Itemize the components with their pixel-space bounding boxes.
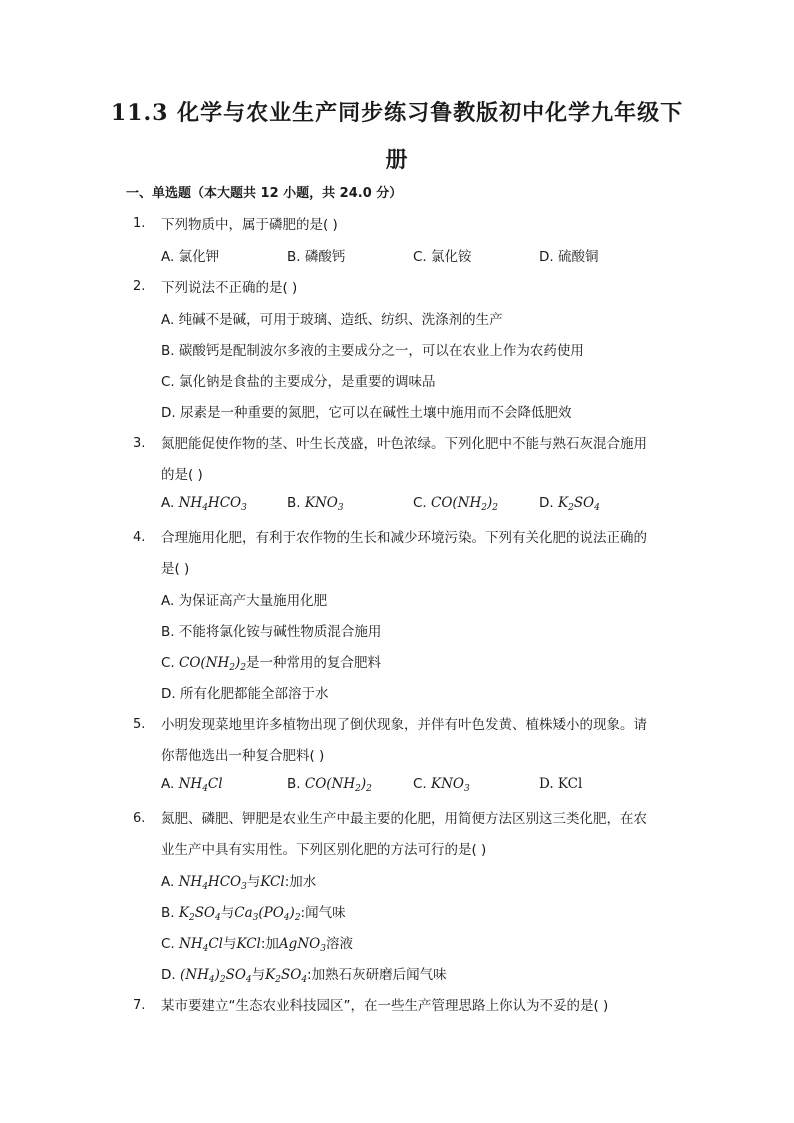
question-stem-cont: 的是( ) <box>161 467 203 483</box>
question-stem: 下列说法不正确的是( ) <box>161 280 298 296</box>
question-number: 4. <box>133 530 146 545</box>
section-heading: 一、单选题（本大题共 12 小题，共 24.0 分） <box>126 186 403 201</box>
question-number: 6. <box>133 811 146 826</box>
option-a: A. 纯碱不是碱，可用于玻璃、造纸、纺织、洗涤剂的生产 <box>161 312 503 328</box>
option-b: B. $CO(NH_2)_2$ <box>287 776 372 794</box>
question-stem: 下列物质中，属于磷肥的是( ) <box>161 217 338 233</box>
option-c: C. 氯化钠是食盐的主要成分，是重要的调味品 <box>161 374 436 390</box>
option-a: A. $NH_4Cl$ <box>161 776 223 794</box>
question-stem: 合理施用化肥，有利于农作物的生长和减少环境污染。下列有关化肥的说法正确的 <box>161 530 647 546</box>
option-d: D. 所有化肥都能全部溶于水 <box>161 686 329 702</box>
option-a: A. $NH_4HCO_3$ <box>161 495 247 513</box>
option-d: D. KCl <box>539 776 583 792</box>
option-c: C. $CO(NH_2)_2$ <box>413 495 499 513</box>
option-c: C. $KNO_3$ <box>413 776 470 794</box>
option-a: A. $NH_4HCO_3$与KCl:加水 <box>161 874 317 892</box>
question-number: 7. <box>133 998 146 1013</box>
question-stem: 氮肥能促使作物的茎、叶生长茂盛，叶色浓绿。下列化肥中不能与熟石灰混合施用 <box>161 436 647 452</box>
question-number: 3. <box>133 436 146 451</box>
option-d: D. 硫酸铜 <box>539 249 599 265</box>
question-stem-cont: 是( ) <box>161 561 190 577</box>
option-b: B. 磷酸钙 <box>287 249 346 265</box>
question-number: 2. <box>133 279 146 294</box>
document-title-line2: 册 <box>385 147 409 173</box>
question-stem: 某市要建立“生态农业科技园区”，在一些生产管理思路上你认为不妥的是( ) <box>161 998 609 1014</box>
option-b: B. $KNO_3$ <box>287 495 344 513</box>
option-c: C. $CO(NH_2)_2$是一种常用的复合肥料 <box>161 655 382 673</box>
question-number: 1. <box>133 216 146 231</box>
question-number: 5. <box>133 717 146 732</box>
option-b: B. $K_2SO_4$与$Ca_3(PO_4)_2$:闻气味 <box>161 905 346 923</box>
document-title-line1: 11.3 化学与农业生产同步练习鲁教版初中化学九年级下 <box>110 100 684 126</box>
option-d: D. $(NH_4)_2SO_4$与$K_2SO_4$:加熟石灰研磨后闻气味 <box>161 967 447 985</box>
option-b: B. 不能将氯化铵与碱性物质混合施用 <box>161 624 382 640</box>
option-d: D. 尿素是一种重要的氮肥，它可以在碱性土壤中施用而不会降低肥效 <box>161 405 572 421</box>
option-c: C. 氯化铵 <box>413 249 472 265</box>
option-a: A. 氯化钾 <box>161 249 220 265</box>
question-stem-cont: 你帮他选出一种复合肥料( ) <box>161 748 325 764</box>
question-stem: 小明发现菜地里许多植物出现了倒伏现象，并伴有叶色发黄、植株矮小的现象。请 <box>161 717 647 733</box>
question-stem-cont: 业生产中具有实用性。下列区别化肥的方法可行的是( ) <box>161 842 487 858</box>
option-b: B. 碳酸钙是配制波尔多液的主要成分之一，可以在农业上作为农药使用 <box>161 343 584 359</box>
option-a: A. 为保证高产大量施用化肥 <box>161 593 328 609</box>
question-stem: 氮肥、磷肥、钾肥是农业生产中最主要的化肥，用简便方法区别这三类化肥，在农 <box>161 811 647 827</box>
option-d: D. $K_2SO_4$ <box>539 495 600 513</box>
option-c: C. $NH_4Cl$与KCl:加AgNO$_3$溶液 <box>161 936 353 954</box>
